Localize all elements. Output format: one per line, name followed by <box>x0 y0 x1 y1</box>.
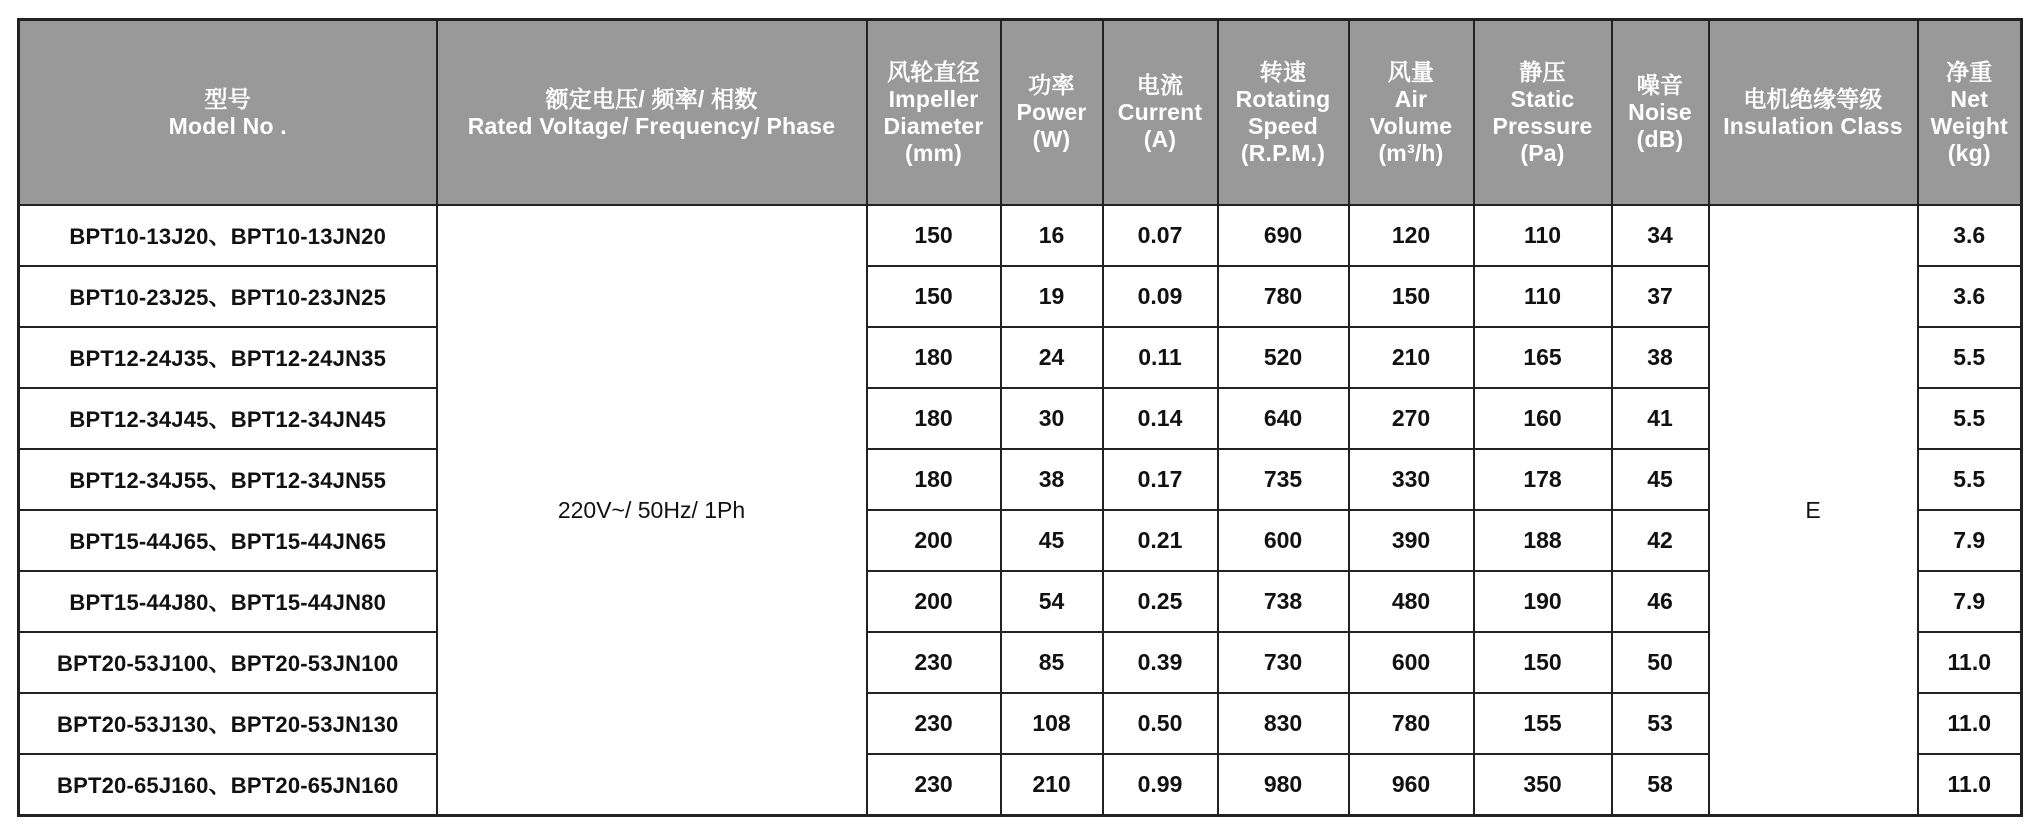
header-zh-label: 额定电压/ 频率/ 相数 <box>545 85 758 112</box>
speed-cell: 600 <box>1218 510 1349 571</box>
header-air-volume <box>1349 20 1474 206</box>
header-zh-label: 转速 <box>1259 58 1307 85</box>
model-cell: BPT12-34J45、BPT12-34JN45 <box>19 388 437 449</box>
speed-cell: 735 <box>1218 449 1349 510</box>
pressure-cell: 165 <box>1474 327 1612 388</box>
header-en-label: (W) <box>1032 126 1071 152</box>
header-en-label: Model No . <box>168 112 287 139</box>
air-volume-cell: 600 <box>1349 632 1474 693</box>
model-cell: BPT20-65J160、BPT20-65JN160 <box>19 754 437 816</box>
current-cell: 0.11 <box>1103 327 1218 388</box>
header-en-label: Volume <box>1369 112 1453 139</box>
pressure-cell: 178 <box>1474 449 1612 510</box>
header-zh-label: 型号 <box>204 85 251 112</box>
current-cell: 0.17 <box>1103 449 1218 510</box>
speed-cell: 830 <box>1218 693 1349 754</box>
speed-cell: 640 <box>1218 388 1349 449</box>
power-cell: 108 <box>1001 693 1103 754</box>
header-en-label: Rotating <box>1235 85 1331 112</box>
current-cell: 0.99 <box>1103 754 1218 816</box>
noise-cell: 53 <box>1612 693 1709 754</box>
air-volume-cell: 150 <box>1349 266 1474 327</box>
current-cell: 0.25 <box>1103 571 1218 632</box>
diameter-cell: 180 <box>867 388 1001 449</box>
noise-cell: 46 <box>1612 571 1709 632</box>
noise-cell: 37 <box>1612 266 1709 327</box>
diameter-cell: 150 <box>867 205 1001 266</box>
diameter-cell: 230 <box>867 693 1001 754</box>
noise-cell: 45 <box>1612 449 1709 510</box>
header-zh-label: 风量 <box>1387 58 1435 85</box>
header-en-label: Static <box>1510 85 1575 112</box>
net-weight-cell: 7.9 <box>1918 571 2022 632</box>
pressure-cell: 188 <box>1474 510 1612 571</box>
header-static-pressure <box>1474 20 1612 206</box>
net-weight-cell: 11.0 <box>1918 693 2022 754</box>
air-volume-cell: 780 <box>1349 693 1474 754</box>
current-cell: 0.39 <box>1103 632 1218 693</box>
pressure-cell: 150 <box>1474 632 1612 693</box>
model-cell: BPT10-13J20、BPT10-13JN20 <box>19 205 437 266</box>
header-zh-label: 噪音 <box>1636 72 1684 98</box>
current-cell: 0.09 <box>1103 266 1218 327</box>
header-impeller-diameter <box>867 20 1001 206</box>
header-en-label: Impeller <box>888 85 979 112</box>
power-cell: 210 <box>1001 754 1103 816</box>
header-row <box>19 20 2022 206</box>
diameter-cell: 180 <box>867 449 1001 510</box>
air-volume-cell: 480 <box>1349 571 1474 632</box>
model-cell: BPT10-23J25、BPT10-23JN25 <box>19 266 437 327</box>
air-volume-cell: 330 <box>1349 449 1474 510</box>
net-weight-cell: 5.5 <box>1918 388 2022 449</box>
pressure-cell: 160 <box>1474 388 1612 449</box>
net-weight-cell: 11.0 <box>1918 632 2022 693</box>
header-en-label: Noise <box>1628 99 1692 125</box>
header-model <box>19 20 437 206</box>
header-en-label: (dB) <box>1636 126 1684 152</box>
pressure-cell: 155 <box>1474 693 1612 754</box>
diameter-cell: 200 <box>867 510 1001 571</box>
air-volume-cell: 120 <box>1349 205 1474 266</box>
air-volume-cell: 270 <box>1349 388 1474 449</box>
header-zh-label: 电流 <box>1136 72 1184 98</box>
header-en-label: (m³/h) <box>1378 139 1444 166</box>
header-noise <box>1612 20 1709 206</box>
noise-cell: 34 <box>1612 205 1709 266</box>
table-body <box>19 205 2022 816</box>
power-cell: 54 <box>1001 571 1103 632</box>
pressure-cell: 110 <box>1474 205 1612 266</box>
net-weight-cell: 11.0 <box>1918 754 2022 816</box>
header-insulation-class <box>1709 20 1918 206</box>
header-en-label: (R.P.M.) <box>1240 139 1326 166</box>
pressure-cell: 110 <box>1474 266 1612 327</box>
model-cell: BPT20-53J100、BPT20-53JN100 <box>19 632 437 693</box>
header-en-label: Pressure <box>1492 112 1593 139</box>
model-cell: BPT15-44J80、BPT15-44JN80 <box>19 571 437 632</box>
header-en-label: Speed <box>1247 112 1319 139</box>
header-en-label: Insulation Class <box>1723 112 1903 139</box>
diameter-cell: 200 <box>867 571 1001 632</box>
noise-cell: 50 <box>1612 632 1709 693</box>
net-weight-cell: 5.5 <box>1918 449 2022 510</box>
header-en-label: (kg) <box>1947 139 1991 166</box>
header-power <box>1001 20 1103 206</box>
model-cell: BPT12-34J55、BPT12-34JN55 <box>19 449 437 510</box>
header-en-label: Diameter <box>883 112 984 139</box>
model-cell: BPT15-44J65、BPT15-44JN65 <box>19 510 437 571</box>
header-net-weight <box>1918 20 2022 206</box>
current-cell: 0.50 <box>1103 693 1218 754</box>
net-weight-cell: 7.9 <box>1918 510 2022 571</box>
diameter-cell: 230 <box>867 632 1001 693</box>
model-cell: BPT12-24J35、BPT12-24JN35 <box>19 327 437 388</box>
speed-cell: 738 <box>1218 571 1349 632</box>
header-en-label: Air <box>1394 85 1428 112</box>
diameter-cell: 180 <box>867 327 1001 388</box>
speed-cell: 690 <box>1218 205 1349 266</box>
current-cell: 0.21 <box>1103 510 1218 571</box>
power-cell: 24 <box>1001 327 1103 388</box>
model-cell: BPT20-53J130、BPT20-53JN130 <box>19 693 437 754</box>
header-zh-label: 功率 <box>1028 72 1075 98</box>
header-zh-label: 静压 <box>1519 58 1566 85</box>
power-cell: 45 <box>1001 510 1103 571</box>
net-weight-cell: 3.6 <box>1918 266 2022 327</box>
power-cell: 16 <box>1001 205 1103 266</box>
noise-cell: 38 <box>1612 327 1709 388</box>
header-en-label: Weight <box>1930 112 2008 139</box>
diameter-cell: 230 <box>867 754 1001 816</box>
header-en-label: (A) <box>1143 126 1177 152</box>
power-cell: 85 <box>1001 632 1103 693</box>
noise-cell: 42 <box>1612 510 1709 571</box>
current-cell: 0.14 <box>1103 388 1218 449</box>
header-en-label: Net <box>1950 85 1989 112</box>
speed-cell: 780 <box>1218 266 1349 327</box>
header-zh-label: 电机绝缘等级 <box>1743 85 1883 112</box>
air-volume-cell: 210 <box>1349 327 1474 388</box>
air-volume-cell: 390 <box>1349 510 1474 571</box>
header-en-label: Power <box>1016 99 1087 125</box>
speed-cell: 730 <box>1218 632 1349 693</box>
header-en-label: (mm) <box>904 139 963 166</box>
net-weight-cell: 5.5 <box>1918 327 2022 388</box>
table-row <box>19 205 2022 266</box>
header-en-label: Current <box>1117 99 1203 125</box>
power-cell: 30 <box>1001 388 1103 449</box>
noise-cell: 41 <box>1612 388 1709 449</box>
header-zh-label: 净重 <box>1946 58 1993 85</box>
speed-cell: 520 <box>1218 327 1349 388</box>
noise-cell: 58 <box>1612 754 1709 816</box>
header-rotating-speed <box>1218 20 1349 206</box>
header-current <box>1103 20 1218 206</box>
header-zh-label: 风轮直径 <box>887 58 980 85</box>
pressure-cell: 350 <box>1474 754 1612 816</box>
diameter-cell: 150 <box>867 266 1001 327</box>
pressure-cell: 190 <box>1474 571 1612 632</box>
header-en-label: (Pa) <box>1520 139 1565 166</box>
header-en-label: Rated Voltage/ Frequency/ Phase <box>467 112 836 139</box>
rated-voltage-cell: 220V~/ 50Hz/ 1Ph <box>437 205 867 816</box>
current-cell: 0.07 <box>1103 205 1218 266</box>
header-rated-voltage <box>437 20 867 206</box>
speed-cell: 980 <box>1218 754 1349 816</box>
power-cell: 38 <box>1001 449 1103 510</box>
net-weight-cell: 3.6 <box>1918 205 2022 266</box>
insulation-class-cell: E <box>1709 205 1918 816</box>
spec-table <box>17 18 2023 817</box>
power-cell: 19 <box>1001 266 1103 327</box>
air-volume-cell: 960 <box>1349 754 1474 816</box>
